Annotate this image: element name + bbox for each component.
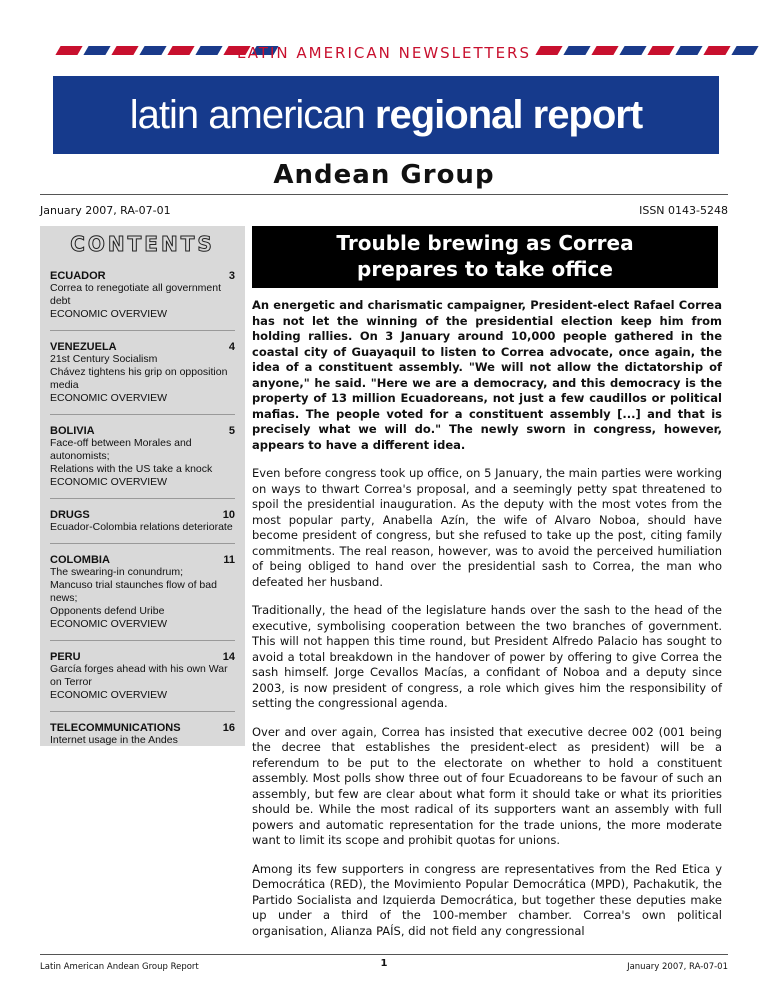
contents-section-bolivia: [50, 425, 235, 499]
contents-entry: Opponents defend Uribe: [50, 605, 165, 617]
contents-divider: [50, 414, 235, 415]
contents-section-heading: [50, 651, 235, 663]
contents-title: CONTENTS: [70, 232, 215, 256]
masthead: [53, 76, 719, 154]
contents-entry: Mancuso trial staunches flow of bad news;: [50, 579, 217, 604]
contents-entry: Internet usage in the Andes: [50, 734, 178, 746]
footer-issue: January 2007, RA-07-01: [627, 962, 728, 972]
contents-divider: [50, 640, 235, 641]
article-paragraph-3: Over and over again, Correa has insisted that executive decree 002 (001 being the decree that establishes the president-elect as president) will be a referendum to be put to the electorate on whether to hold a constituent assembly. Most polls show three out of four Ecuadoreans to be favour of such an assembly, but few are clear about what form it should take or what its priorities should be. While the most radical of its supporters want an assembly with full powers and automatic representation for the trade unions, the more moderate want to limit its scope and prohibit quotas for unions.: [252, 724, 722, 847]
contents-entry: Face-off between Morales and autonomists;: [50, 437, 192, 462]
article-headline: [252, 226, 718, 288]
article-paragraph-2: Traditionally, the head of the legislature hands over the sash to the head of the executive, symbolising cooperation between the two branches of government. This will not happen this time round, but President Alfredo Palacio has sought to avoid a total breakdown in the handover of power by offering to give Correa the sash himself. Jorge Cevallos Macías, a confidant of Noboa and a deputy since 2003, is now president of congress, a role which gives him the responsibility of setting the congressional agenda.: [252, 603, 722, 710]
headline-line-2: prepares to take office: [357, 257, 613, 281]
contents-entry: 21st Century Socialism: [50, 353, 158, 365]
contents-section-heading: [50, 554, 235, 566]
section-page-number: 5: [228, 425, 235, 437]
section-page-number: 4: [228, 341, 235, 353]
section-page-number: 11: [223, 554, 235, 566]
article-paragraph-1: Even before congress took up office, on 5 January, the main parties were working on ways to thwart Correa's proposal, and a seemingly petty spat threatened to spoil the presidential inauguration. As the deputy with the most votes from the most popular party, Anabella Azín, the wife of Alvaro Noboa, should have become president of congress, but she refused to take up the post, citing family commitments. The real reason, however, was to avoid the perceived humiliation of being obliged to hand over the presidential sash to Correa, the man who defeated her husband.: [252, 466, 722, 589]
contents-entry: ECONOMIC OVERVIEW: [50, 308, 168, 320]
section-page-number: 14: [222, 651, 235, 663]
contents-entry: Relations with the US take a knock: [50, 463, 213, 475]
section-page-number: 16: [222, 722, 235, 734]
contents-entry: ECONOMIC OVERVIEW: [50, 476, 168, 488]
contents-divider: [50, 498, 235, 499]
masthead-title-light: latin american: [129, 93, 375, 137]
section-name: ECUADOR: [50, 270, 106, 282]
contents-entry: Ecuador-Colombia relations deteriorate: [50, 521, 233, 533]
contents-section-heading: [50, 341, 235, 353]
contents-section-heading: [50, 425, 235, 437]
contents-entry: ECONOMIC OVERVIEW: [50, 689, 168, 701]
contents-entry: Correa to renegotiate all government debt: [50, 282, 222, 307]
contents-section-heading: [50, 509, 235, 521]
contents-entry: Chávez tightens his grip on opposition media: [50, 366, 228, 391]
section-name: DRUGS: [50, 509, 90, 521]
contents-divider: [50, 330, 235, 331]
contents-entry: García forges ahead with his own War on Terror: [50, 663, 228, 688]
section-name: TELECOMMUNICATIONS: [50, 722, 181, 734]
contents-section-colombia: [50, 554, 235, 641]
contents-divider: [50, 543, 235, 544]
header-divider: [40, 194, 728, 195]
section-page-number: 3: [228, 270, 235, 282]
footer-divider: [40, 954, 728, 955]
contents-section-heading: [50, 722, 235, 734]
contents-section-venezuela: [50, 341, 235, 415]
page-number: 1: [380, 958, 388, 969]
section-name: BOLIVIA: [50, 425, 95, 437]
article-body: [252, 298, 722, 952]
contents-section-ecuador: [50, 270, 235, 331]
report-group-title: Andean Group: [273, 160, 495, 190]
article-lead: An energetic and charismatic campaigner, President-elect Rafael Correa has not let the winning of the presidential election keep him from holding rallies. On 3 January around 10,000 people gathered in the coastal city of Guayaquil to listen to Correa advocate, once again, the idea of a constituent assembly. "We will not allow the dictatorship of anyone," he said. "Here we are a democracy, and this democracy is the property of 13 million Ecuadoreans, not just a few caudillos or political mafias. The people voted for a constituent assembly [...] and that is precisely what we will do." The newly sworn in congress, however, appears to have a different idea.: [252, 298, 722, 452]
contents-entry: ECONOMIC OVERVIEW: [50, 392, 168, 404]
brand-name: LATIN AMERICAN NEWSLETTERS: [237, 44, 531, 62]
section-page-number: 10: [222, 509, 235, 521]
contents-sidebar: [40, 226, 245, 746]
contents-entry: The swearing-in conundrum;: [50, 566, 184, 578]
contents-entry: ECONOMIC OVERVIEW: [50, 618, 168, 630]
contents-section-telecommunications: [50, 722, 235, 747]
footer-publication: Latin American Andean Group Report: [40, 962, 199, 972]
issue-date: January 2007, RA-07-01: [40, 204, 171, 217]
article-paragraph-4: Among its few supporters in congress are representatives from the Red Etica y Democrática (RED), the Movimiento Popular Democrática (MPD), Pachakutik, the Partido Socialista and Izquierda Democrática, but together these deputies make up under a third of the 100-member chamber. Correa's own political organisation, Alianza PAÍS, did not field any congressional: [252, 861, 722, 938]
contents-divider: [50, 711, 235, 712]
section-name: COLOMBIA: [50, 554, 110, 566]
headline-line-1: Trouble brewing as Correa: [336, 231, 634, 255]
section-name: PERU: [50, 651, 81, 663]
contents-section-heading: [50, 270, 235, 282]
contents-section-peru: [50, 651, 235, 712]
section-name: VENEZUELA: [50, 341, 117, 353]
contents-section-drugs: [50, 509, 235, 544]
masthead-title-bold: regional report: [374, 93, 643, 137]
issn: ISSN 0143-5248: [639, 204, 728, 217]
